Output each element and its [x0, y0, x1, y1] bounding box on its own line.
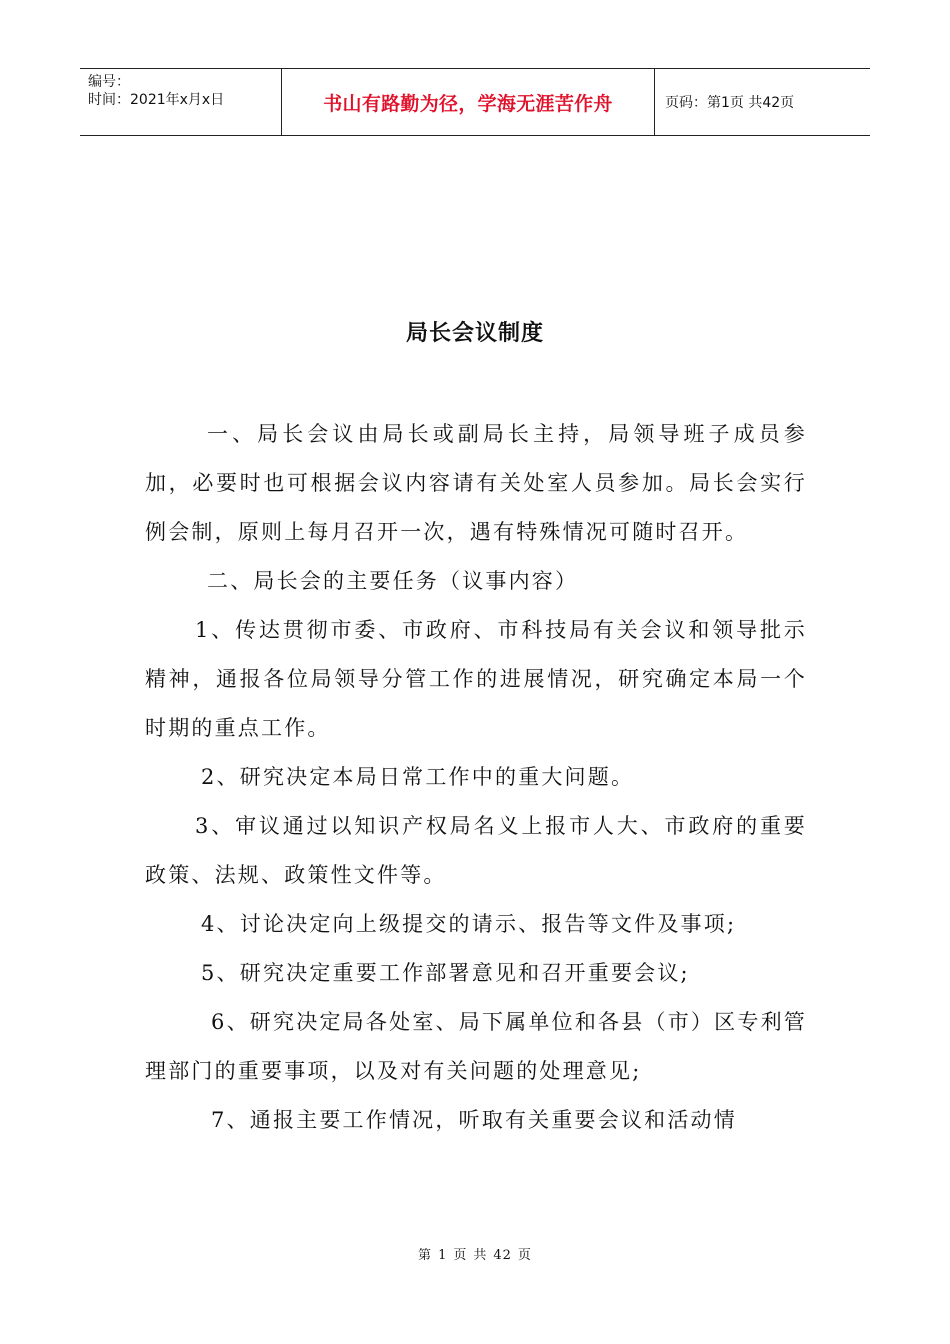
paragraph-8: 6、研究决定局各处室、局下属单位和各县（市）区专利管理部门的重要事项，以及对有关问题的处理意见;	[145, 1010, 807, 1083]
paragraph-5: 3、审议通过以知识产权局名义上报市人大、市政府的重要政策、法规、政策性文件等。	[145, 814, 807, 887]
paragraph-6: 4、讨论决定向上级提交的请示、报告等文件及事项;	[201, 912, 737, 936]
paragraph-1: 一、局长会议由局长或副局长主持，局领导班子成员参加，必要时也可根据会议内容请有关处室人员参加。局长会实行例会制，原则上每月召开一次，遇有特殊情况可随时召开。	[145, 422, 807, 544]
motto-text: 书山有路勤为径，学海无涯苦作舟	[323, 92, 613, 115]
date-line: 时间：2021年x月x日	[88, 92, 225, 108]
header-meta-cell	[80, 69, 282, 135]
footer-page-total: 42	[493, 1248, 512, 1263]
document-header-table	[80, 68, 870, 136]
paragraph-3: 1、传达贯彻市委、市政府、市科技局有关会议和领导批示精神，通报各位局领导分管工作的进展情况，研究确定本局一个时期的重点工作。	[145, 618, 807, 740]
footer-word-di: 第	[418, 1248, 433, 1263]
paragraph-4: 2、研究决定本局日常工作中的重大问题。	[201, 765, 635, 789]
paragraph-9: 7、通报主要工作情况，听取有关重要会议和活动情	[211, 1108, 737, 1132]
document-title: 局长会议制度	[405, 321, 544, 346]
header-page-info: 页码：第1页 共42页	[665, 95, 795, 111]
header-motto-cell	[282, 69, 655, 135]
footer-word-ye: 页	[453, 1248, 468, 1263]
header-page-cell	[655, 69, 870, 135]
footer-word-gong: 共	[473, 1248, 488, 1263]
document-body	[145, 410, 807, 1145]
paragraph-2: 二、局长会的主要任务（议事内容）	[207, 569, 579, 593]
serial-number-label: 编号：	[88, 74, 130, 90]
footer-word-ye-2: 页	[517, 1248, 532, 1263]
paragraph-7: 5、研究决定重要工作部署意见和召开重要会议;	[201, 961, 690, 985]
footer-page-current: 1	[438, 1248, 448, 1263]
page-footer	[0, 1244, 950, 1263]
